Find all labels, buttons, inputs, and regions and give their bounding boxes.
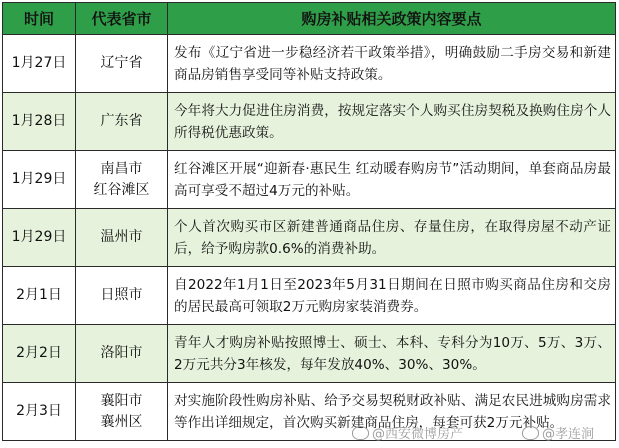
table-header-row xyxy=(3,3,616,35)
table-row xyxy=(3,209,616,267)
watermark-left-text: @西安微博房产 xyxy=(372,427,464,442)
table-row xyxy=(3,325,616,383)
row-city-line: 南昌市 xyxy=(100,160,143,177)
policy-table xyxy=(2,2,616,441)
watermark-left xyxy=(352,423,463,442)
row-content: 发布《辽宁省进一步稳经济若干政策举措》，明确鼓励二手房交易和新建商品房销售享受同等补贴支持政策。 xyxy=(168,35,616,93)
row-city-line: 辽宁省 xyxy=(100,55,143,71)
row-date: 1月27日 xyxy=(3,35,76,93)
row-city-line: 洛阳市 xyxy=(100,345,143,361)
row-city xyxy=(76,151,168,209)
header-date: 时间 xyxy=(3,3,76,35)
row-content: 今年将大力促进住房消费，按规定落实个人购买住房契税及换购住房个人所得税优惠政策。 xyxy=(168,93,616,151)
table-row xyxy=(3,267,616,325)
row-city-line: 日照市 xyxy=(100,287,143,303)
row-date: 1月29日 xyxy=(3,209,76,267)
row-city xyxy=(76,35,168,93)
row-date: 2月2日 xyxy=(3,325,76,383)
row-content: 青年人才购房补贴按照博士、硕士、本科、专科分为10万、5万、3万、2万元共分3年核发，每年发放40%、30%、30%。 xyxy=(168,325,616,383)
row-city xyxy=(76,325,168,383)
watermark-right-text: @孝连涧 xyxy=(542,427,595,442)
header-content: 购房补贴相关政策内容要点 xyxy=(168,3,616,35)
row-city xyxy=(76,267,168,325)
row-city-line: 广东省 xyxy=(100,113,143,129)
row-date: 2月1日 xyxy=(3,267,76,325)
row-city xyxy=(76,209,168,267)
table-row xyxy=(3,93,616,151)
row-content: 个人首次购买市区新建普通商品住房、存量住房，在取得房屋不动产证后，给予购房款0.6%的消费补助。 xyxy=(168,209,616,267)
row-content: 自2022年1月1日至2023年5月31日期间在日照市购买商品住房和交房的居民最高可领取2万元购房家装消费券。 xyxy=(168,267,616,325)
row-city-line: 襄阳市 xyxy=(100,392,143,409)
row-city xyxy=(76,383,168,441)
row-city xyxy=(76,93,168,151)
row-date: 1月28日 xyxy=(3,93,76,151)
row-city-line: 温州市 xyxy=(100,229,143,245)
weibo-icon xyxy=(522,426,539,440)
table-row xyxy=(3,35,616,93)
header-city: 代表省市 xyxy=(76,3,168,35)
row-date: 1月29日 xyxy=(3,151,76,209)
row-content: 红谷滩区开展“迎新春·惠民生 红动暖春购房节”活动期间，单套商品房最高可享受不超过4万元的补贴。 xyxy=(168,151,616,209)
row-city-line: 襄州区 xyxy=(100,413,143,430)
row-city-line: 红谷滩区 xyxy=(93,181,150,198)
weibo-icon xyxy=(352,426,369,440)
row-date: 2月3日 xyxy=(3,383,76,441)
watermark-right xyxy=(522,423,594,442)
table-row xyxy=(3,151,616,209)
row-content: 对实施阶段性购房补贴、给予交易契税财政补贴、满足农民进城购房需求等作出详细规定，首次购买新建商品住房，每套可获2万元补贴。 xyxy=(168,383,616,441)
